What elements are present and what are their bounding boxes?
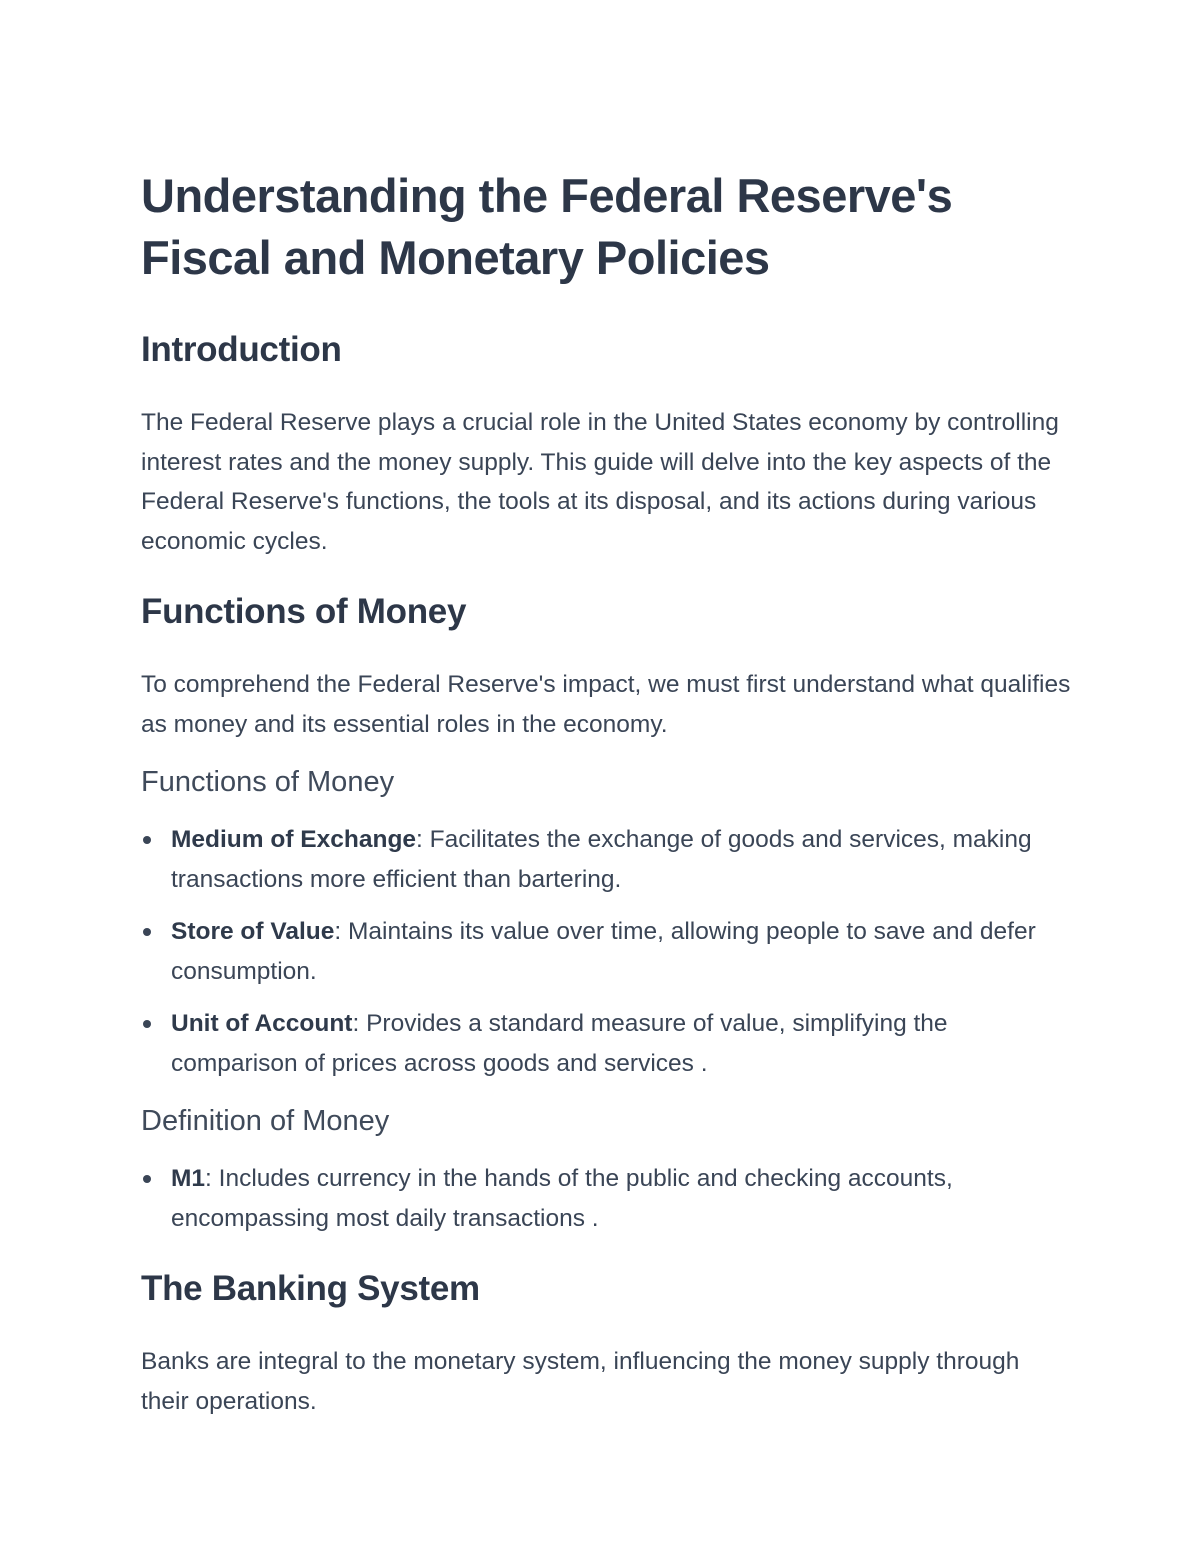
list-item-text: : Provides a standard measure of value, simplifying the comparison of prices across goods and services . <box>171 1010 948 1077</box>
document-page <box>141 165 1071 1421</box>
list-item-term: Medium of Exchange <box>171 826 417 853</box>
bullet-icon <box>143 1175 151 1183</box>
list-item-text: : Facilitates the exchange of goods and services, making transactions more efficient than bartering. <box>171 826 1032 893</box>
document-title: Understanding the Federal Reserve's Fiscal and Monetary Policies <box>141 169 953 284</box>
bullet-icon <box>143 1020 151 1028</box>
list-item-term: M1 <box>171 1165 206 1192</box>
list-item-text: : Includes currency in the hands of the public and checking accounts, encompassing most daily transactions . <box>171 1165 953 1232</box>
functions-list <box>141 820 1071 1083</box>
functions-of-money-subheading: Functions of Money <box>141 766 395 798</box>
list-item <box>141 820 1071 899</box>
definition-list <box>141 1159 1071 1238</box>
list-item-term: Unit of Account <box>171 1010 353 1037</box>
functions-of-money-paragraph: To comprehend the Federal Reserve's impact, we must first understand what qualifies as money and its essential roles in the economy. <box>141 671 1071 738</box>
bullet-icon <box>143 928 151 936</box>
banking-system-paragraph: Banks are integral to the monetary system, influencing the money supply through their operations. <box>141 1348 1020 1415</box>
list-item <box>141 1004 1071 1083</box>
banking-system-heading: The Banking System <box>141 1269 480 1308</box>
list-item <box>141 912 1071 991</box>
bullet-icon <box>143 836 151 844</box>
introduction-paragraph: The Federal Reserve plays a crucial role in the United States economy by controlling interest rates and the money supply. This guide will delve into the key aspects of the Federal Reserve's functions, the tools at its disposal, and its actions during various economic cycles. <box>141 409 1059 555</box>
list-item-term: Store of Value <box>171 918 335 945</box>
list-item-text: : Maintains its value over time, allowing people to save and defer consumption. <box>171 918 1036 985</box>
introduction-heading: Introduction <box>141 330 342 369</box>
list-item <box>141 1159 1071 1238</box>
definition-of-money-subheading: Definition of Money <box>141 1105 390 1137</box>
functions-of-money-heading: Functions of Money <box>141 592 467 631</box>
